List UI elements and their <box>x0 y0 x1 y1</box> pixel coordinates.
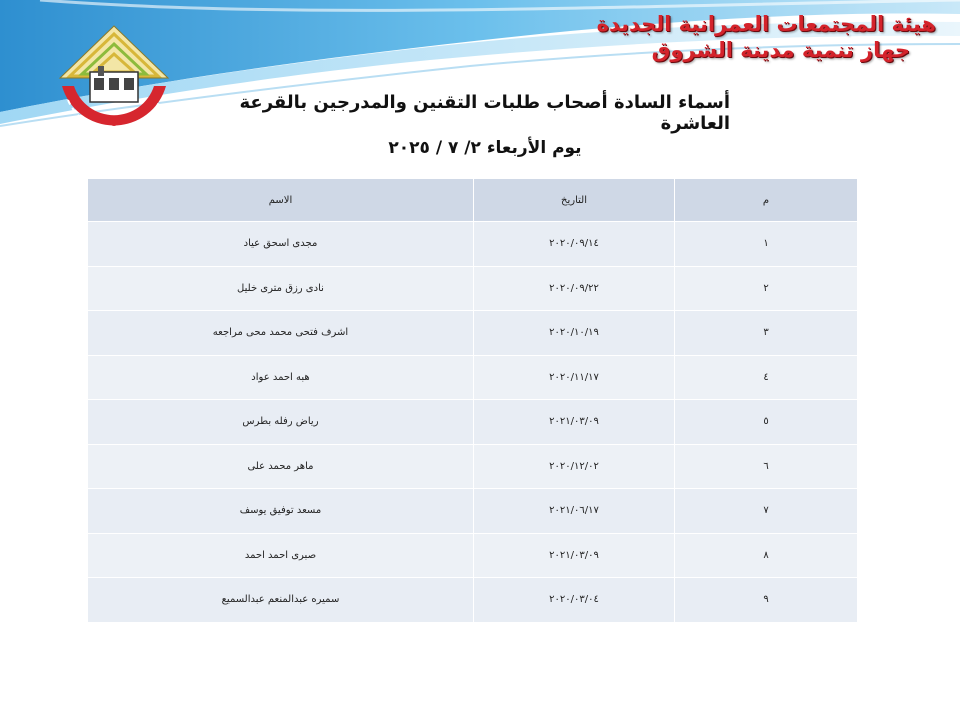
row-date: ٢٠٢٠/١١/١٧ <box>473 355 674 400</box>
row-name: صبرى احمد احمد <box>88 533 474 578</box>
table-row <box>88 444 858 489</box>
row-name: ماهر محمد على <box>88 444 474 489</box>
table-row <box>88 311 858 356</box>
row-name: نادى رزق مترى خليل <box>88 266 474 311</box>
row-index: ٦ <box>675 444 858 489</box>
row-name: سميره عبدالمنعم عبدالسميع <box>88 578 474 623</box>
row-name: اشرف فتحى محمد محى مراجعه <box>88 311 474 356</box>
organization-name <box>597 12 938 62</box>
page-title: أسماء السادة أصحاب طلبات التقنين والمدرجين بالقرعة العاشرة <box>239 92 730 134</box>
table-row <box>88 355 858 400</box>
row-date: ٢٠٢٠/٠٩/١٤ <box>473 222 674 267</box>
organization-line-1: هيئة المجتمعات العمرانية الجديدة <box>596 12 936 36</box>
row-index: ٤ <box>675 355 858 400</box>
row-index: ٥ <box>675 400 858 445</box>
header-date: التاريخ <box>473 179 674 222</box>
row-date: ٢٠٢٠/١٢/٠٢ <box>473 444 674 489</box>
row-index: ١ <box>675 222 858 267</box>
row-index: ٨ <box>675 533 858 578</box>
row-index: ٢ <box>675 266 858 311</box>
row-name: مجدى اسحق عياد <box>88 222 474 267</box>
row-name: مسعد توفيق يوسف <box>88 489 474 534</box>
row-date: ٢٠٢١/٠٦/١٧ <box>473 489 674 534</box>
header-index: م <box>675 179 858 222</box>
row-name: رياض رفله بطرس <box>88 400 474 445</box>
applicants-table <box>87 178 858 623</box>
row-index: ٧ <box>675 489 858 534</box>
row-date: ٢٠٢١/٠٣/٠٩ <box>473 400 674 445</box>
table-header-row <box>88 179 858 222</box>
table-row <box>88 266 858 311</box>
organization-logo <box>54 22 174 140</box>
table-row <box>88 400 858 445</box>
header-name: الاسم <box>88 179 474 222</box>
row-index: ٩ <box>675 578 858 623</box>
table-row <box>88 489 858 534</box>
row-date: ٢٠٢٠/٠٩/٢٢ <box>473 266 674 311</box>
page-date: يوم الأربعاء ٢/ ٧ / ٢٠٢٥ <box>388 138 582 158</box>
row-index: ٣ <box>675 311 858 356</box>
row-date: ٢٠٢٠/٠٣/٠٤ <box>473 578 674 623</box>
table-row <box>88 578 858 623</box>
row-name: هبه احمد عواد <box>88 355 474 400</box>
table-row <box>88 222 858 267</box>
row-date: ٢٠٢٠/١٠/١٩ <box>473 311 674 356</box>
row-date: ٢٠٢١/٠٣/٠٩ <box>473 533 674 578</box>
table-row <box>88 533 858 578</box>
organization-line-2: جهاز تنمية مدينة الشروق <box>651 38 910 62</box>
page-heading <box>220 92 730 158</box>
